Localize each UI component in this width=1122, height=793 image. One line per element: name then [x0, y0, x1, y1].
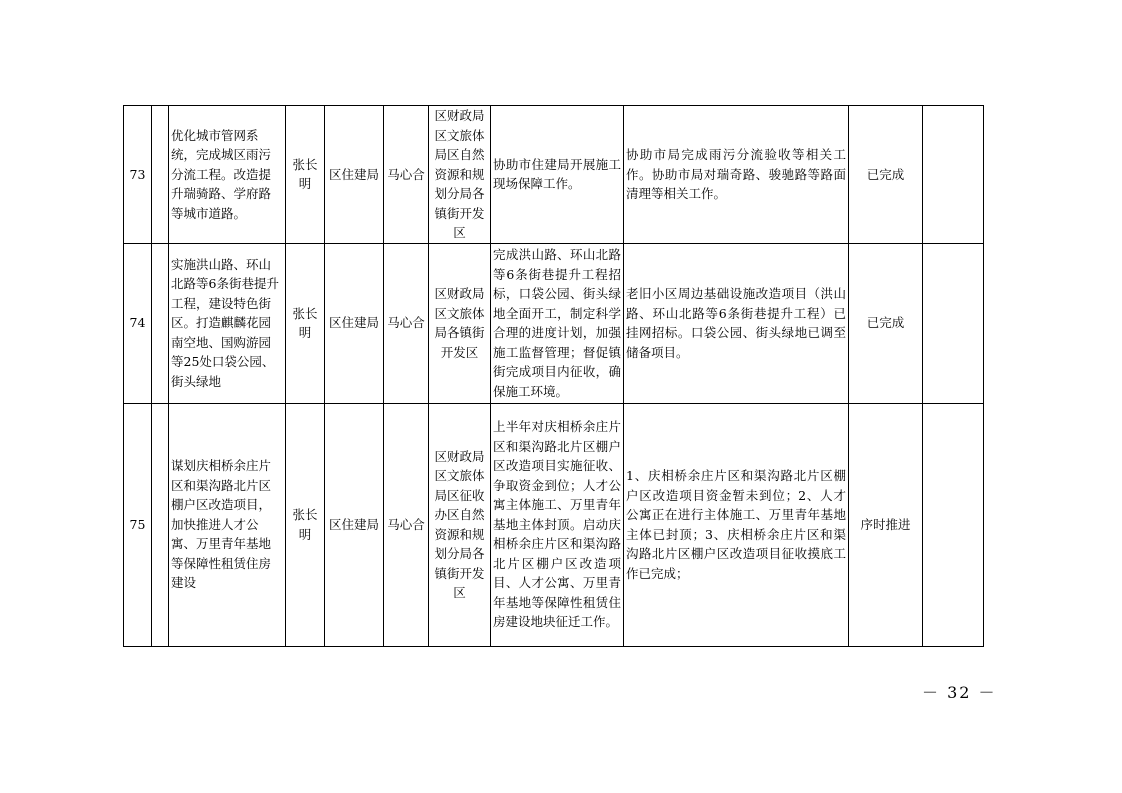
lead-unit: 区住建局 — [325, 106, 384, 244]
task-description: 谋划庆相桥余庄片区和渠沟路北片区棚户区改造项目，加快推进人才公寓、万里青年基地等保障性租赁住房建设 — [169, 403, 286, 646]
progress-description: 老旧小区周边基础设施改造项目（洪山路、环山北路等6条街巷提升工程）已挂网招标。口袋公园、街头绿地已调至储备项目。 — [624, 243, 849, 403]
table-row — [124, 106, 984, 244]
status-cell: 已完成 — [849, 106, 923, 244]
work-plan: 上半年对庆相桥余庄片区和渠沟路北片区棚户区改造项目实施征收、争取资金到位；人才公寓主体施工、万里青年基地主体封顶。启动庆相桥余庄片区和渠沟路北片区棚户区改造项目、人才公寓、万里青年基地等保障性租赁住房建设地块征迁工作。 — [491, 403, 624, 646]
remark-cell — [923, 243, 984, 403]
blank-cell — [152, 403, 169, 646]
responsible-person: 马心合 — [384, 403, 429, 646]
responsible-person: 马心合 — [384, 243, 429, 403]
table-body — [124, 106, 984, 647]
progress-description: 协助市局完成雨污分流验收等相关工作。协助市局对瑞奇路、骏驰路等路面清理等相关工作。 — [624, 106, 849, 244]
leader-name: 张长明 — [286, 403, 325, 646]
cooperating-units: 区财政局区文旅体局各镇街开发区 — [429, 243, 491, 403]
row-index: 74 — [124, 243, 152, 403]
cooperating-units: 区财政局区文旅体局区自然资源和规划分局各镇街开发区 — [429, 106, 491, 244]
row-index: 73 — [124, 106, 152, 244]
task-table — [123, 105, 984, 647]
page-number: － 32 － — [922, 683, 997, 702]
task-description: 实施洪山路、环山北路等6条街巷提升工程，建设特色街区。打造麒麟花园南空地、国购游园等25处口袋公园、街头绿地 — [169, 243, 286, 403]
responsible-person: 马心合 — [384, 106, 429, 244]
remark-cell — [923, 403, 984, 646]
leader-name: 张长明 — [286, 106, 325, 244]
leader-name: 张长明 — [286, 243, 325, 403]
work-plan: 完成洪山路、环山北路等6条街巷提升工程招标，口袋公园、街头绿地全面开工，制定科学合理的进度计划，加强施工监督管理；督促镇街完成项目内征收，确保施工环境。 — [491, 243, 624, 403]
remark-cell — [923, 106, 984, 244]
cooperating-units: 区财政局区文旅体局区征收办区自然资源和规划分局各镇街开发区 — [429, 403, 491, 646]
blank-cell — [152, 243, 169, 403]
table-row — [124, 403, 984, 646]
work-plan: 协助市住建局开展施工现场保障工作。 — [491, 106, 624, 244]
blank-cell — [152, 106, 169, 244]
progress-description: 1、庆相桥余庄片区和渠沟路北片区棚户区改造项目资金暂未到位；2、人才公寓正在进行主体施工、万里青年基地主体已封顶；3、庆相桥余庄片区和渠沟路北片区棚户区改造项目征收摸底工作已完成； — [624, 403, 849, 646]
table-row — [124, 243, 984, 403]
task-description: 优化城市管网系统，完成城区雨污分流工程。改造提升瑞骑路、学府路等城市道路。 — [169, 106, 286, 244]
row-index: 75 — [124, 403, 152, 646]
status-cell: 已完成 — [849, 243, 923, 403]
status-cell: 序时推进 — [849, 403, 923, 646]
lead-unit: 区住建局 — [325, 243, 384, 403]
lead-unit: 区住建局 — [325, 403, 384, 646]
